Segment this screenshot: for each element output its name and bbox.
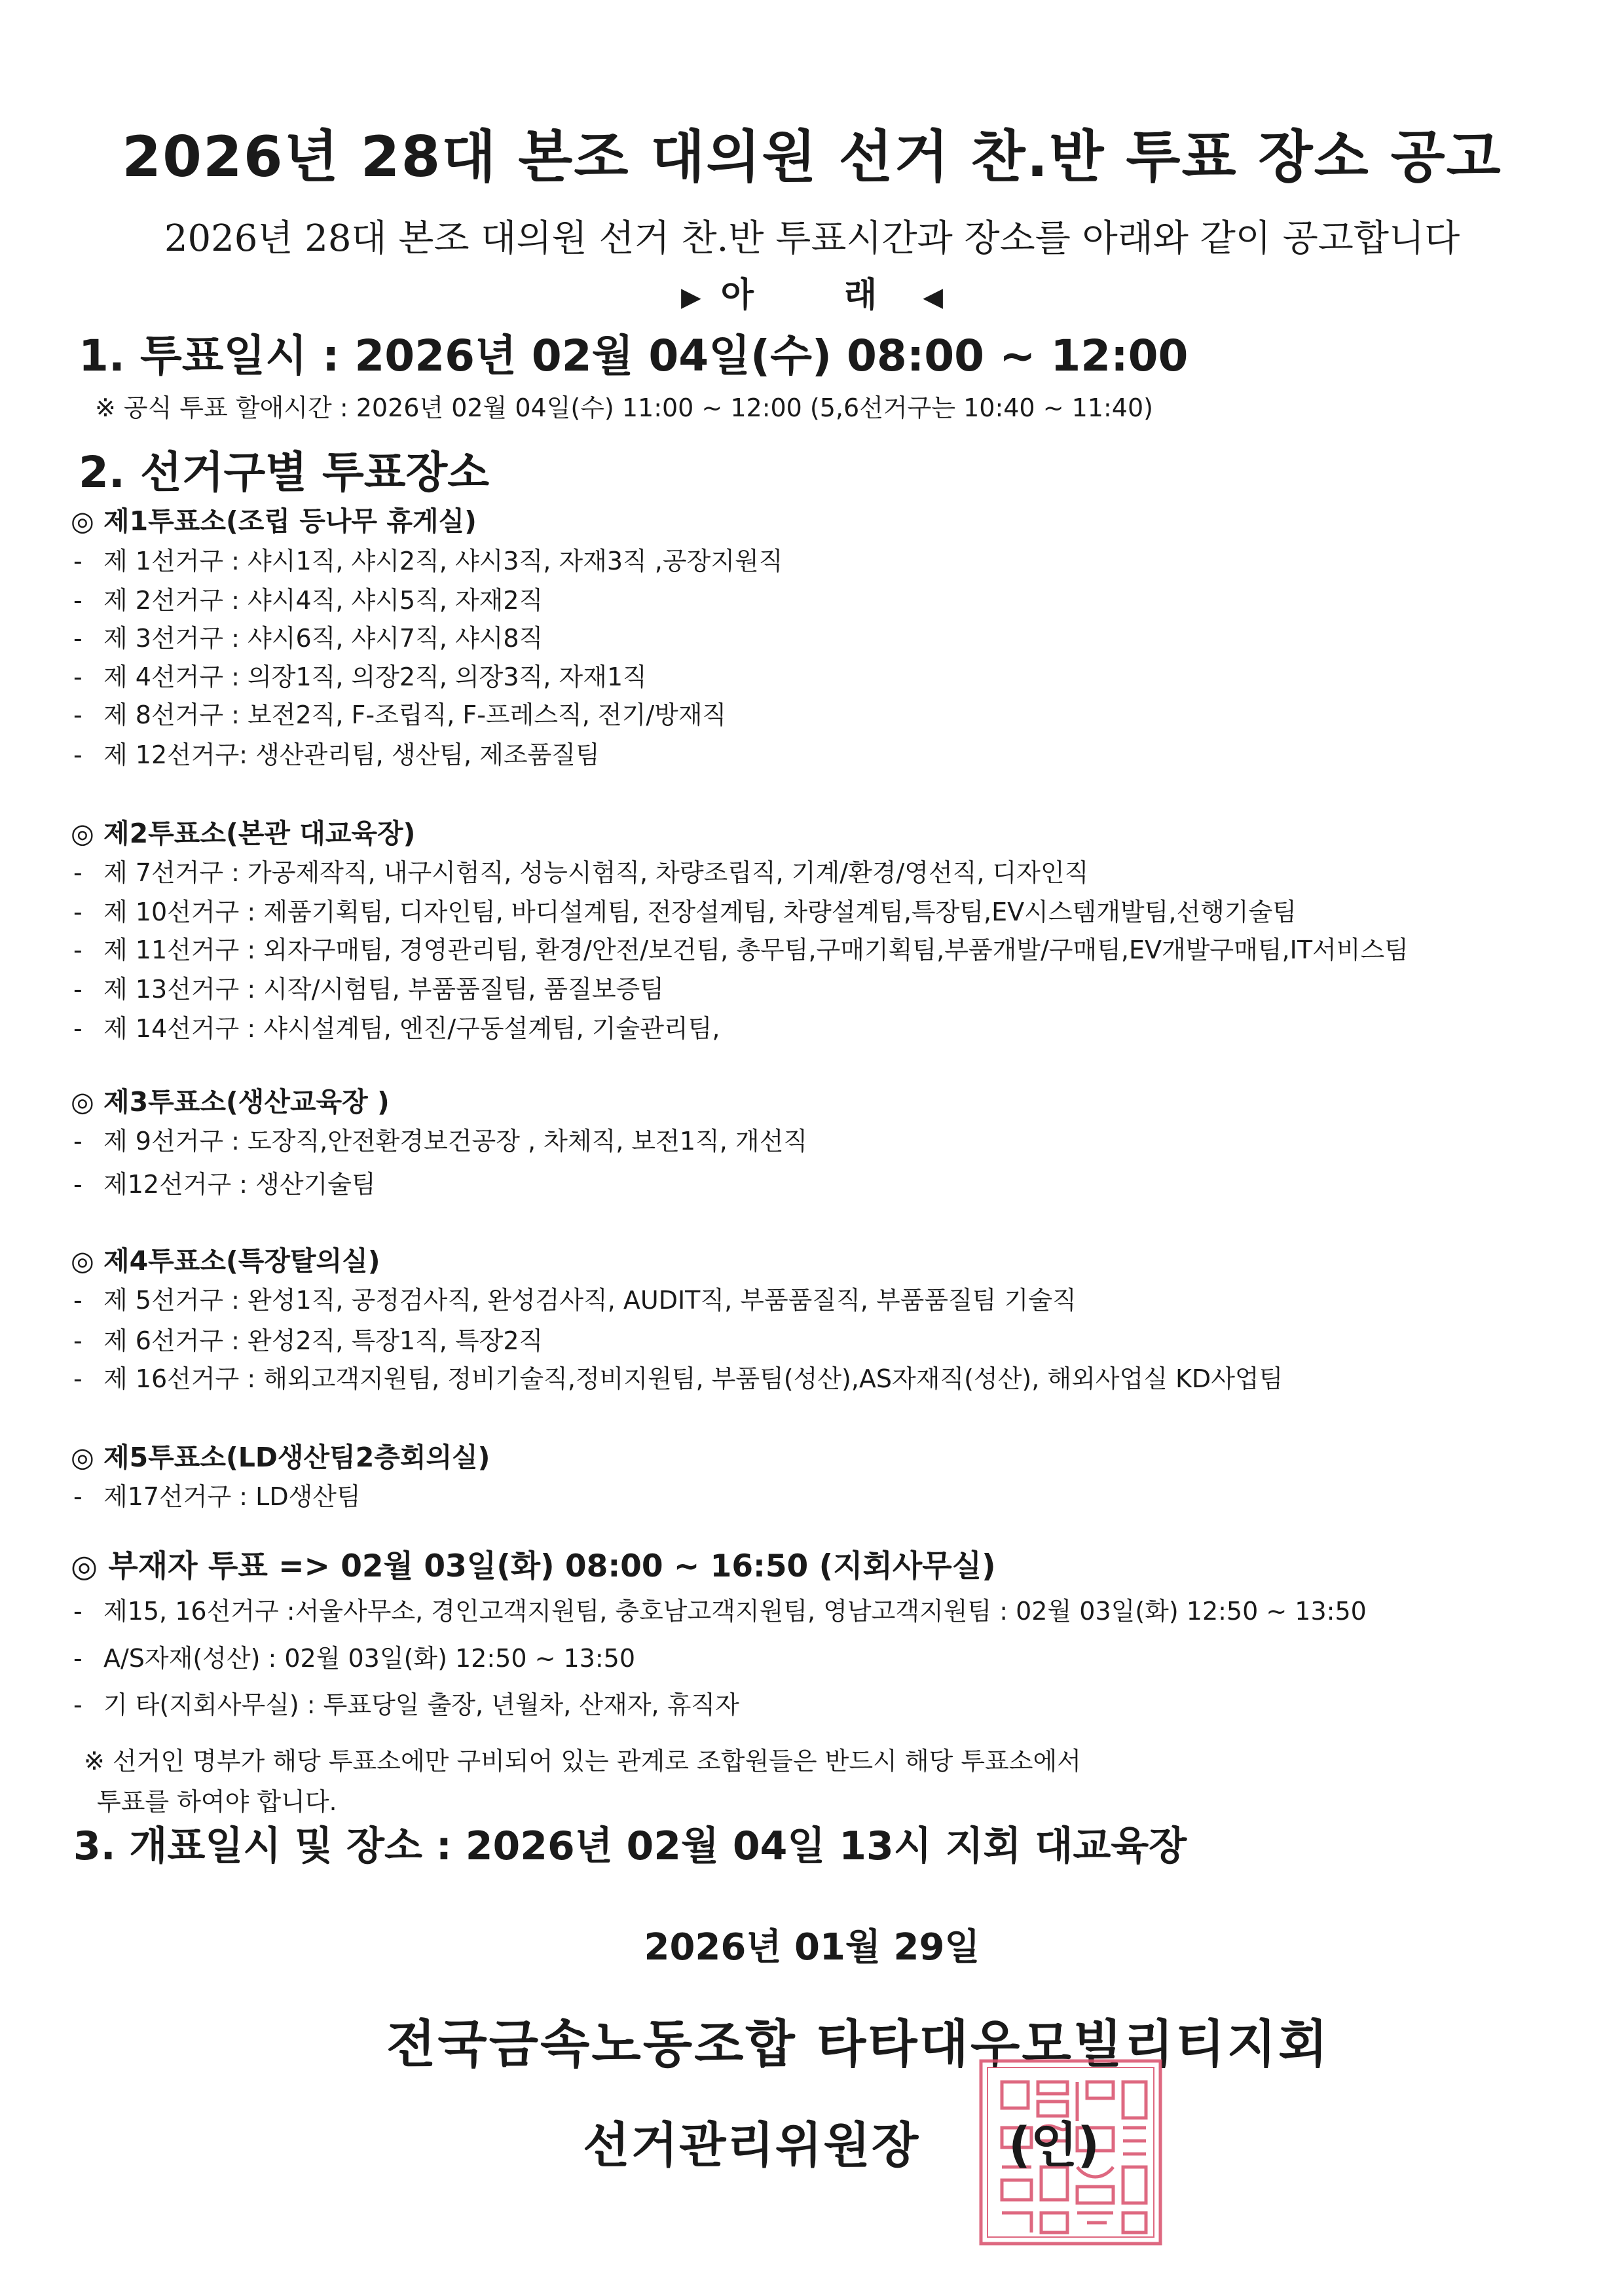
district-line: - 제 6선거구 : 완성2직, 특장1직, 특장2직: [73, 1326, 544, 1355]
warning-note-line-1: ※ 선거인 명부가 해당 투표소에만 구비되어 있는 관계로 조합원들은 반드시 해당 투표소에서: [84, 1747, 1081, 1776]
below-marker: [0, 267, 1624, 316]
district-line: - 제 9선거구 : 도장직,안전환경보건공장 , 차체직, 보전1직, 개선직: [73, 1127, 808, 1156]
district-line: - 제 12선거구: 생산관리팀, 생산팀, 제조품질팀: [73, 740, 600, 769]
right-triangle-icon: ▶: [680, 282, 701, 312]
absentee-line: - A/S자재(성산) : 02월 03일(화) 12:50 ~ 13:50: [73, 1644, 636, 1673]
absentee-line: - 기 타(지회사무실) : 투표당일 출장, 년월차, 산재자, 휴직자: [73, 1690, 739, 1719]
polling-place-1: ◎ 제1투표소(조립 등나무 휴게실): [71, 505, 477, 537]
warning-note-line-2: 투표를 하여야 합니다.: [97, 1787, 337, 1816]
polling-place-3: ◎ 제3투표소(생산교육장 ): [71, 1086, 390, 1118]
district-line: - 제 3선거구 : 샤시6직, 샤시7직, 샤시8직: [73, 624, 544, 653]
notice-date: 2026년 01월 29일: [644, 1926, 980, 1969]
section-1-note: ※ 공식 투표 할애시간 : 2026년 02월 04일(수) 11:00 ~ 12:00 (5,6선거구는 10:40 ~ 11:40): [95, 393, 1153, 422]
seal-mark: (인): [1008, 2117, 1100, 2174]
district-line: - 제 7선거구 : 가공제작직, 내구시험직, 성능시험직, 차량조립직, 기계/환경/영선직, 디자인직: [73, 858, 1089, 887]
page-subtitle: 2026년 28대 본조 대의원 선거 찬.반 투표시간과 장소를 아래와 같이 공고합니다: [164, 217, 1460, 260]
district-line: - 제17선거구 : LD생산팀: [73, 1482, 361, 1511]
page-title: 2026년 28대 본조 대의원 선거 찬.반 투표 장소 공고: [122, 124, 1502, 190]
district-line: - 제 10선거구 : 제품기획팀, 디자인팀, 바디설계팀, 전장설계팀, 차량설계팀,특장팀,EV시스템개발팀,선행기술팀: [73, 898, 1297, 926]
district-line: - 제 5선거구 : 완성1직, 공정검사직, 완성검사직, AUDIT직, 부품품질직, 부품품질팀 기술직: [73, 1286, 1077, 1315]
district-line: - 제 4선거구 : 의장1직, 의장2직, 의장3직, 자재1직: [73, 663, 647, 691]
below-label: 아 래: [720, 276, 917, 315]
district-line: - 제 1선거구 : 샤시1직, 샤시2직, 샤시3직, 자재3직 ,공장지원직: [73, 547, 783, 575]
section-3-heading: 3. 개표일시 및 장소 : 2026년 02월 04일 13시 지회 대교육장: [73, 1823, 1187, 1869]
polling-place-4: ◎ 제4투표소(특장탈의실): [71, 1245, 380, 1277]
district-line: - 제 13선거구 : 시작/시험팀, 부품품질팀, 품질보증팀: [73, 975, 664, 1004]
district-line: - 제 14선거구 : 샤시설계팀, 엔진/구동설계팀, 기술관리팀,: [73, 1014, 720, 1043]
absentee-heading: ◎ 부재자 투표 => 02월 03일(화) 08:00 ~ 16:50 (지회사무실): [71, 1548, 996, 1584]
left-triangle-icon: ◀: [923, 282, 944, 312]
signer-title: 선거관리위원장: [583, 2117, 920, 2174]
district-line: - 제 11선거구 : 외자구매팀, 경영관리팀, 환경/안전/보건팀, 총무팀,구매기획팀,부품개발/구매팀,EV개발구매팀,IT서비스팀: [73, 936, 1409, 964]
absentee-line: - 제15, 16선거구 :서울사무소, 경인고객지원팀, 충호남고객지원팀, 영남고객지원팀 : 02월 03일(화) 12:50 ~ 13:50: [73, 1597, 1367, 1626]
polling-place-5: ◎ 제5투표소(LD생산팀2층회의실): [71, 1442, 490, 1473]
section-2-heading: 2. 선거구별 투표장소: [79, 447, 489, 498]
district-line: - 제 8선거구 : 보전2직, F-조립직, F-프레스직, 전기/방재직: [73, 701, 727, 729]
section-1-heading: 1. 투표일시 : 2026년 02월 04일(수) 08:00 ~ 12:00: [79, 331, 1189, 381]
organization-name: 전국금속노동조합 타타대우모빌리티지회: [386, 2015, 1330, 2074]
polling-place-2: ◎ 제2투표소(본관 대교육장): [71, 818, 416, 849]
district-line: - 제12선거구 : 생산기술팀: [73, 1170, 376, 1199]
district-line: - 제 2선거구 : 샤시4직, 샤시5직, 자재2직: [73, 586, 544, 615]
district-line: - 제 16선거구 : 해외고객지원팀, 정비기술직,정비지원팀, 부품팀(성산),AS자재직(성산), 해외사업실 KD사업팀: [73, 1364, 1283, 1393]
